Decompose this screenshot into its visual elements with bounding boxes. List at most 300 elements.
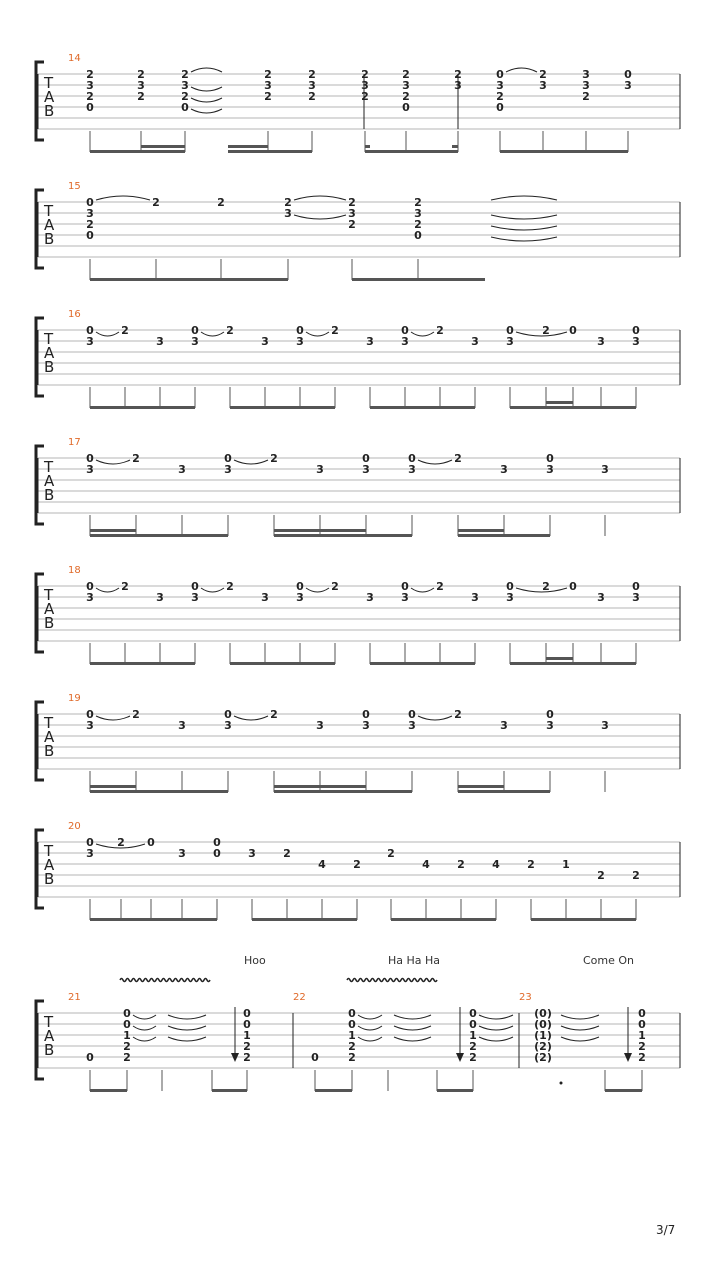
fret-number: 0: [243, 1007, 251, 1020]
slur: [96, 716, 130, 720]
beam: [458, 529, 504, 532]
fret-number: 0: [402, 101, 410, 114]
slur: [168, 1015, 206, 1019]
fret-number: 3: [539, 79, 547, 92]
fret-number: 0: [569, 580, 577, 593]
fret-number: 3: [500, 463, 508, 476]
fret-number: 2: [181, 90, 189, 103]
tab-clef-letter: A: [44, 344, 55, 362]
fret-number: 0: [348, 1018, 356, 1031]
lyric-hoo: Hoo: [244, 954, 266, 967]
tab-clef-letter: A: [44, 600, 55, 618]
slur: [358, 1037, 382, 1041]
slur: [133, 1026, 156, 1030]
fret-number: 3: [156, 591, 164, 604]
slur: [306, 588, 329, 592]
fret-number: 3: [86, 719, 94, 732]
beam: [365, 145, 370, 148]
tab-clef-letter: T: [44, 842, 54, 860]
fret-number: 3: [361, 79, 369, 92]
fret-number: 0: [546, 452, 554, 465]
fret-number: 0: [408, 708, 416, 721]
slur: [479, 1037, 513, 1041]
slur: [491, 215, 557, 219]
fret-number: 3: [86, 463, 94, 476]
fret-number: 2: [270, 708, 278, 721]
fret-number: 0: [147, 836, 155, 849]
beam: [500, 150, 628, 153]
fret-number: 2: [632, 869, 640, 882]
beam: [458, 790, 550, 793]
fret-number: 0: [469, 1018, 477, 1031]
beam: [90, 150, 185, 153]
beam: [458, 534, 550, 537]
tab-system: [36, 979, 680, 1093]
fret-number: 2: [331, 580, 339, 593]
beam: [352, 278, 485, 281]
measure-number: 21: [68, 992, 81, 1003]
tab-clef-letter: T: [44, 1013, 54, 1031]
tab-clef-letter: A: [44, 1027, 55, 1045]
fret-number: 0: [496, 101, 504, 114]
fret-number: 2: [457, 858, 465, 871]
fret-number: 2: [348, 218, 356, 231]
fret-number: 2: [527, 858, 535, 871]
tab-system: [36, 181, 680, 281]
beam: [370, 662, 475, 665]
tab-clef-letter: B: [44, 486, 55, 504]
fret-number: 2: [226, 324, 234, 337]
fret-number: 4: [422, 858, 430, 871]
slur: [411, 588, 434, 592]
fret-number: (2): [534, 1040, 552, 1053]
fret-number: 3: [597, 591, 605, 604]
beam: [605, 1089, 642, 1092]
fret-number: 0: [348, 1007, 356, 1020]
fret-number: 3: [178, 463, 186, 476]
fret-number: 0: [569, 324, 577, 337]
fret-number: 3: [181, 79, 189, 92]
slur: [96, 460, 130, 464]
fret-number: 3: [496, 79, 504, 92]
fret-number: 2: [121, 580, 129, 593]
page-number: 3/7: [656, 1223, 676, 1237]
fret-number: 2: [181, 68, 189, 81]
fret-number: 3: [632, 335, 640, 348]
vibrato-mark: [347, 979, 437, 982]
beam: [315, 1089, 352, 1092]
slur: [168, 1037, 206, 1041]
fret-number: 0: [191, 580, 199, 593]
slur: [191, 68, 222, 72]
fret-number: 0: [638, 1007, 646, 1020]
fret-number: 3: [362, 719, 370, 732]
measure-number: 18: [68, 565, 81, 576]
tab-clef-letter: B: [44, 614, 55, 632]
fret-number: 2: [86, 68, 94, 81]
fret-number: 2: [308, 90, 316, 103]
fret-number: 2: [348, 1051, 356, 1064]
tab-system: [36, 437, 680, 537]
fret-number: 2: [264, 90, 272, 103]
fret-number: 2: [283, 847, 291, 860]
fret-number: 1: [638, 1029, 646, 1042]
slur: [394, 1015, 431, 1019]
fret-number: 0: [86, 836, 94, 849]
fret-number: 3: [546, 719, 554, 732]
slur: [133, 1015, 156, 1019]
tab-clef-letter: B: [44, 358, 55, 376]
slur: [168, 1026, 206, 1030]
fret-number: 0: [86, 452, 94, 465]
fret-number: 3: [500, 719, 508, 732]
fret-number: 3: [471, 591, 479, 604]
fret-number: 0: [624, 68, 632, 81]
fret-number: 2: [638, 1051, 646, 1064]
fret-number: 2: [454, 68, 462, 81]
beam: [274, 534, 412, 537]
slur: [418, 716, 452, 720]
slur: [306, 332, 329, 336]
fret-number: 2: [226, 580, 234, 593]
systems-layer: [36, 53, 680, 1092]
beam: [531, 918, 636, 921]
fret-number: 2: [454, 452, 462, 465]
fret-number: 0: [362, 708, 370, 721]
tab-clef-letter: B: [44, 870, 55, 888]
fret-number: 3: [506, 335, 514, 348]
fret-number: 2: [137, 90, 145, 103]
fret-number: 3: [191, 591, 199, 604]
fret-number: 0: [181, 101, 189, 114]
lyric-ha-ha-ha: Ha Ha Ha: [388, 954, 441, 967]
fret-number: 2: [123, 1040, 131, 1053]
fret-number: 3: [454, 79, 462, 92]
beam: [212, 1089, 247, 1092]
beam: [228, 150, 312, 153]
dot: [560, 1082, 563, 1085]
tab-system: [36, 565, 680, 665]
fret-number: 3: [401, 591, 409, 604]
fret-number: (2): [534, 1051, 552, 1064]
fret-number: (0): [534, 1018, 552, 1031]
fret-number: 0: [362, 452, 370, 465]
slur: [491, 237, 557, 241]
fret-number: (1): [534, 1029, 552, 1042]
tab-clef-letter: A: [44, 216, 55, 234]
fret-number: 0: [86, 324, 94, 337]
fret-number: 2: [361, 68, 369, 81]
tab-clef-letter: T: [44, 202, 54, 220]
fret-number: 2: [243, 1040, 251, 1053]
fret-number: 0: [638, 1018, 646, 1031]
fret-number: 2: [414, 218, 422, 231]
tab-clef-letter: T: [44, 714, 54, 732]
measure-number: 16: [68, 309, 81, 320]
slur: [294, 196, 346, 200]
fret-number: 1: [469, 1029, 477, 1042]
fret-number: 3: [284, 207, 292, 220]
fret-number: 2: [436, 324, 444, 337]
tab-clef-letter: A: [44, 472, 55, 490]
beam: [90, 785, 136, 788]
fret-number: 3: [178, 719, 186, 732]
fret-number: 2: [308, 68, 316, 81]
beam: [546, 657, 573, 660]
beam: [510, 662, 636, 665]
fret-number: 0: [296, 324, 304, 337]
fret-number: 2: [348, 1040, 356, 1053]
fret-number: (0): [534, 1007, 552, 1020]
tab-clef-letter: T: [44, 330, 54, 348]
fret-number: 2: [132, 708, 140, 721]
fret-number: 3: [308, 79, 316, 92]
slur: [96, 196, 150, 200]
fret-number: 0: [632, 324, 640, 337]
fret-number: 0: [86, 101, 94, 114]
fret-number: 0: [414, 229, 422, 242]
fret-number: 0: [506, 580, 514, 593]
slur: [411, 332, 434, 336]
fret-number: 3: [296, 591, 304, 604]
fret-number: 2: [469, 1040, 477, 1053]
slur: [201, 332, 224, 336]
fret-number: 3: [316, 463, 324, 476]
slur: [506, 68, 537, 72]
fret-number: 3: [408, 463, 416, 476]
fret-number: 0: [243, 1018, 251, 1031]
beam: [274, 790, 412, 793]
fret-number: 3: [86, 79, 94, 92]
fret-number: 3: [582, 68, 590, 81]
fret-number: 3: [348, 207, 356, 220]
measure-number: 20: [68, 821, 81, 832]
tab-clef-letter: B: [44, 742, 55, 760]
fret-number: 3: [366, 591, 374, 604]
fret-number: 0: [496, 68, 504, 81]
fret-number: 2: [387, 847, 395, 860]
fret-number: 0: [224, 452, 232, 465]
fret-number: 3: [224, 463, 232, 476]
fret-number: 3: [156, 335, 164, 348]
fret-number: 3: [86, 591, 94, 604]
fret-number: 2: [454, 708, 462, 721]
fret-number: 2: [270, 452, 278, 465]
fret-number: 0: [546, 708, 554, 721]
beam: [90, 662, 195, 665]
fret-number: 0: [213, 836, 221, 849]
fret-number: 2: [132, 452, 140, 465]
slur: [358, 1026, 382, 1030]
measure-number: 23: [519, 992, 532, 1003]
fret-number: 0: [191, 324, 199, 337]
fret-number: 0: [123, 1018, 131, 1031]
slur: [491, 196, 557, 200]
fret-number: 2: [86, 218, 94, 231]
fret-number: 4: [318, 858, 326, 871]
fret-number: 0: [408, 452, 416, 465]
beam: [452, 145, 458, 148]
slur: [191, 98, 222, 102]
fret-number: 0: [123, 1007, 131, 1020]
beam: [90, 406, 195, 409]
beam: [230, 406, 335, 409]
fret-number: 2: [414, 196, 422, 209]
fret-number: 2: [597, 869, 605, 882]
measure-number: 14: [68, 53, 81, 64]
slur: [96, 332, 119, 336]
slur: [191, 109, 222, 113]
fret-number: 2: [137, 68, 145, 81]
beam: [274, 785, 366, 788]
tab-clef-letter: B: [44, 230, 55, 248]
fret-number: 1: [348, 1029, 356, 1042]
fret-number: 2: [123, 1051, 131, 1064]
tab-clef-letter: B: [44, 1041, 55, 1059]
slur: [191, 87, 222, 91]
fret-number: 3: [316, 719, 324, 732]
fret-number: 3: [624, 79, 632, 92]
fret-number: 3: [601, 719, 609, 732]
slur: [234, 716, 268, 720]
fret-number: 3: [261, 591, 269, 604]
fret-number: 3: [546, 463, 554, 476]
fret-number: 3: [408, 719, 416, 732]
fret-number: 3: [471, 335, 479, 348]
fret-number: 0: [506, 324, 514, 337]
measure-number: 22: [293, 992, 306, 1003]
fret-number: 0: [296, 580, 304, 593]
tab-system: [36, 693, 680, 793]
fret-number: 3: [86, 847, 94, 860]
fret-number: 2: [542, 324, 550, 337]
beam: [228, 145, 268, 148]
fret-number: 1: [562, 858, 570, 871]
slur: [561, 1026, 599, 1030]
fret-number: 3: [248, 847, 256, 860]
slur: [394, 1037, 431, 1041]
fret-number: 2: [331, 324, 339, 337]
fret-number: 2: [361, 90, 369, 103]
fret-number: 3: [86, 335, 94, 348]
tab-clef-letter: A: [44, 728, 55, 746]
fret-number: 2: [582, 90, 590, 103]
measure-number: 17: [68, 437, 81, 448]
beam: [141, 145, 185, 148]
tab-clef-letter: A: [44, 856, 55, 874]
fret-number: 2: [217, 196, 225, 209]
slur: [294, 215, 346, 219]
beam: [458, 785, 504, 788]
measure-number: 19: [68, 693, 81, 704]
beam: [252, 918, 357, 921]
fret-number: 3: [597, 335, 605, 348]
fret-number: 2: [264, 68, 272, 81]
tab-clef-letter: T: [44, 458, 54, 476]
beam: [391, 918, 496, 921]
beam: [365, 150, 458, 153]
fret-number: 3: [582, 79, 590, 92]
fret-number: 0: [213, 847, 221, 860]
fret-number: 0: [86, 196, 94, 209]
slur: [561, 1015, 599, 1019]
beam: [546, 401, 573, 404]
lyric-come-on: Come On: [583, 954, 635, 967]
fret-number: 0: [401, 324, 409, 337]
fret-number: 2: [353, 858, 361, 871]
tab-system: [36, 821, 680, 921]
fret-number: 2: [348, 196, 356, 209]
fret-number: 0: [224, 708, 232, 721]
tab-system: [36, 309, 680, 409]
fret-number: 3: [178, 847, 186, 860]
slur: [96, 588, 119, 592]
fret-number: 1: [243, 1029, 251, 1042]
fret-number: 2: [402, 68, 410, 81]
fret-number: 3: [414, 207, 422, 220]
fret-number: 3: [191, 335, 199, 348]
fret-number: 3: [224, 719, 232, 732]
fret-number: 3: [401, 335, 409, 348]
fret-number: 0: [86, 1051, 94, 1064]
slur: [479, 1026, 513, 1030]
beam: [90, 790, 228, 793]
fret-number: 2: [117, 836, 125, 849]
vibrato-mark: [120, 979, 210, 982]
fret-number: 2: [243, 1051, 251, 1064]
fret-number: 0: [632, 580, 640, 593]
fret-number: 2: [402, 90, 410, 103]
fret-number: 2: [284, 196, 292, 209]
beam: [510, 406, 636, 409]
fret-number: 3: [296, 335, 304, 348]
measure-number: 15: [68, 181, 81, 192]
fret-number: 0: [469, 1007, 477, 1020]
fret-number: 3: [137, 79, 145, 92]
beam: [90, 278, 288, 281]
fret-number: 2: [539, 68, 547, 81]
fret-number: 2: [542, 580, 550, 593]
fret-number: 3: [86, 207, 94, 220]
fret-number: 0: [311, 1051, 319, 1064]
beam: [230, 662, 335, 665]
beam: [90, 1089, 127, 1092]
beam: [90, 918, 217, 921]
slur: [234, 460, 268, 464]
tab-system: [36, 53, 680, 153]
fret-number: 2: [121, 324, 129, 337]
fret-number: 3: [261, 335, 269, 348]
fret-number: 3: [366, 335, 374, 348]
slur: [491, 226, 557, 230]
fret-number: 0: [401, 580, 409, 593]
fret-number: 3: [601, 463, 609, 476]
tab-clef-letter: T: [44, 586, 54, 604]
fret-number: 0: [86, 229, 94, 242]
slur: [418, 460, 452, 464]
fret-number: 3: [402, 79, 410, 92]
beam: [437, 1089, 473, 1092]
slur: [561, 1037, 599, 1041]
fret-number: 3: [506, 591, 514, 604]
slur: [133, 1037, 156, 1041]
tab-clef-letter: A: [44, 88, 55, 106]
fret-number: 0: [86, 580, 94, 593]
beam: [370, 406, 475, 409]
fret-number: 2: [86, 90, 94, 103]
slur: [358, 1015, 382, 1019]
fret-number: 4: [492, 858, 500, 871]
